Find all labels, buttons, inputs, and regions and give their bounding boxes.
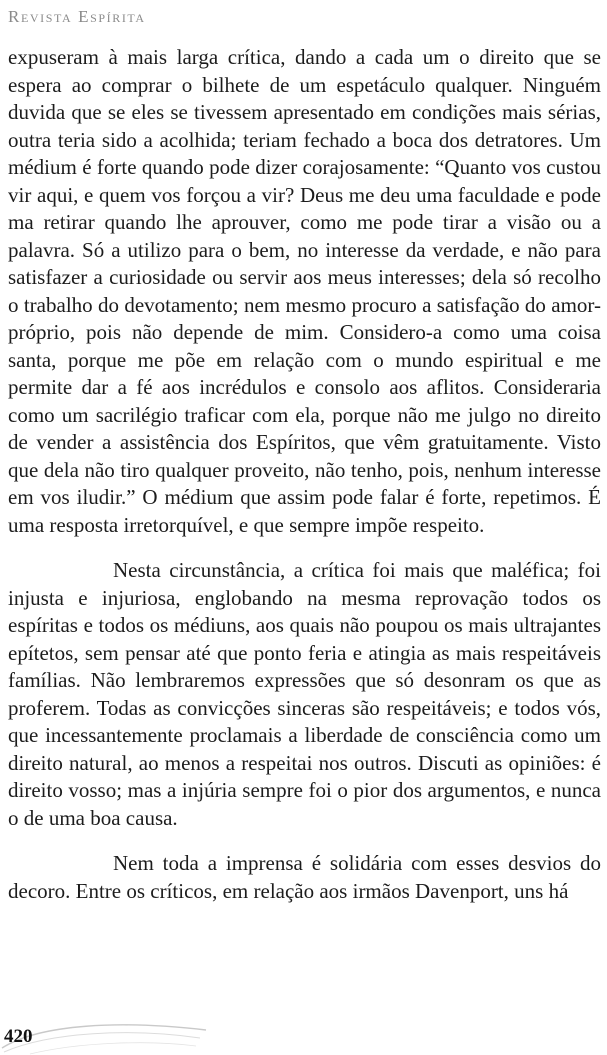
paragraph-continuation: expuseram à mais larga crítica, dando a cada um o direito que se espera ao comprar o bilhete de um espetáculo qualquer. Ninguém duvida que se eles se tivessem apresentado em condições mais sérias, outra teria sido a acolhida; teriam fechado a boca dos detratores. Um médium é forte quando pode dizer corajosamente: “Quanto vos custou vir aqui, e quem vos forçou a vir? Deus me deu uma faculdade e pode ma retirar quando lhe aprouver, como me pode tirar a visão ou a palavra. Só a utilizo para o bem, no interesse da verdade, e não para satisfazer a curiosidade ou servir aos meus interesses; dela só recolho o trabalho do devotamento; nem mesmo procuro a satisfação do amor-próprio, pois não depende de mim. Considero-a como uma coisa santa, porque me põe em relação com o mundo espiritual e me permite dar a fé aos incrédulos e consolo aos aflitos. Consideraria como um sacrilégio traficar com ela, porque não me julgo no direito de vender a assistência dos Espíritos, que vêm gratuitamente. Visto que dela não tiro qualquer proveito, não tenho, pois, nenhum interesse em vos iludir.” O médium que assim pode falar é forte, repetimos. É uma resposta irretorquível, e que sempre impõe respeito.: [8, 45, 601, 537]
paragraph-nesta-circunstancia: Nesta circunstância, a crítica foi mais que maléfica; foi injusta e injuriosa, englobando na mesma reprovação todos os espíritas e todos os médiuns, aos quais não poupou os mais ultrajantes epítetos, sem pensar até que ponto feria e atingia as mais respeitáveis famílias. Não lembraremos expressões que só desonram os que as proferem. Todas as convicções sinceras são respeitáveis; e todos vós, que incessantemente proclamais a liberdade de consciência como um direito natural, ao menos a respeitai nos outros. Discuti as opiniões: é direito vosso; mas a injúria sempre foi o pior dos argumentos, e nunca o de uma boa causa.: [8, 558, 601, 830]
page-body-text: [8, 44, 601, 905]
paragraph-nem-toda-imprensa: Nem toda a imprensa é solidária com esses desvios do decoro. Entre os críticos, em relação aos irmãos Davenport, uns há: [8, 851, 601, 903]
page-number: 420: [4, 1026, 33, 1047]
running-header: Revista Espírita: [8, 7, 146, 26]
